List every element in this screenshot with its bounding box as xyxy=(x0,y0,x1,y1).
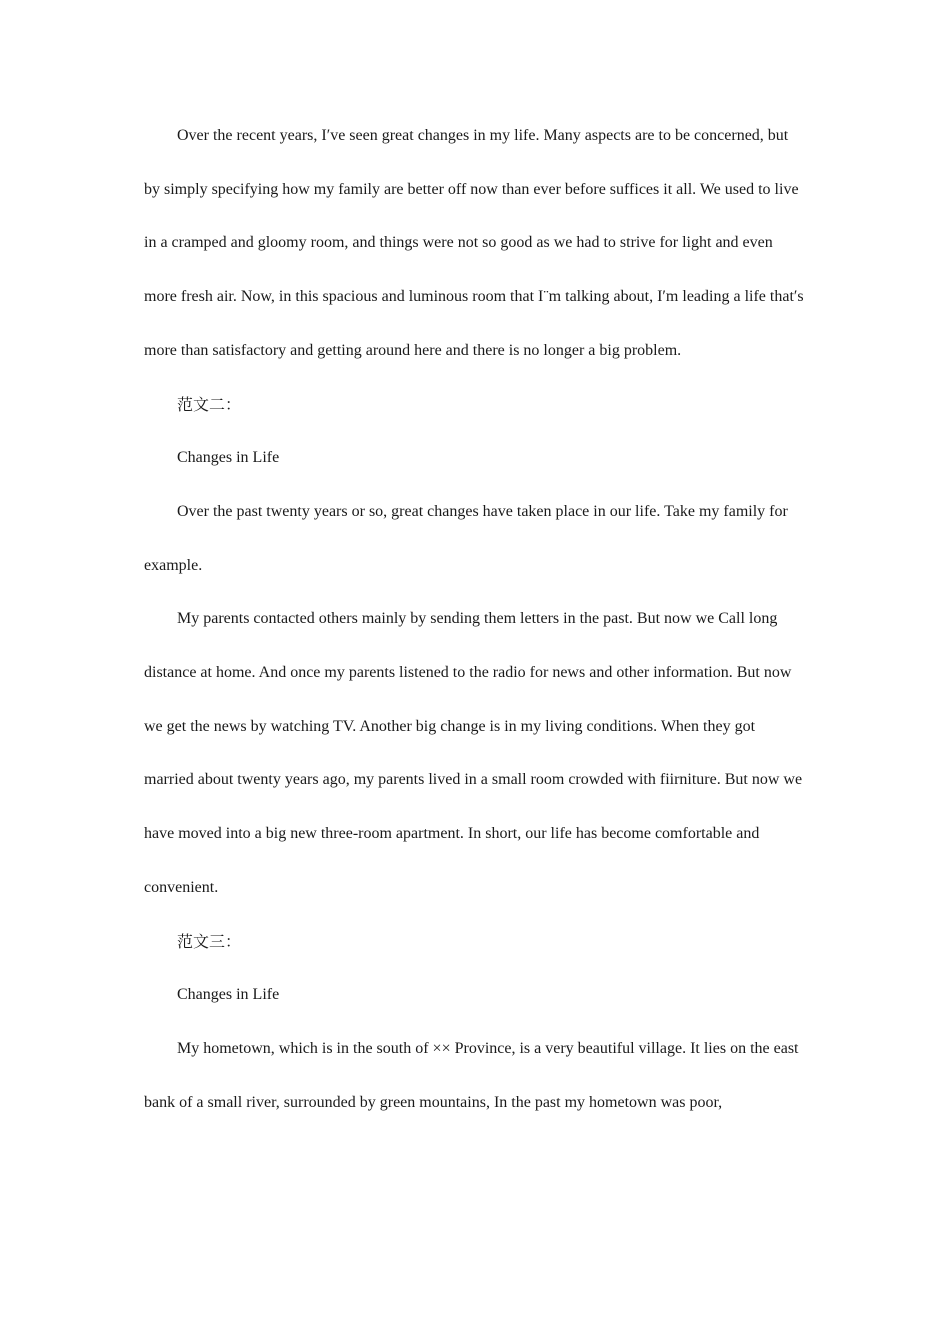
paragraph-essay-one-body: Over the recent years, I′ve seen great changes in my life. Many aspects are to be concerned, but by simply specifying how my family are better off now than ever before suffices it all. We used to live in a cramped and gloomy room, and things were not so good as we had to strive for light and even more fresh air. Now, in this spacious and luminous room that I¨m talking about, I′m leading a life that′s more than satisfactory and getting around here and there is no longer a big problem. xyxy=(144,127,804,359)
section-label-essay-three: 范文三： xyxy=(177,931,242,951)
paragraph-essay-two-body: My parents contacted others mainly by sending them letters in the past. But now we Call long distance at home. And once my parents listened to the radio for news and other information. But now we get the news by watching TV. Another big change is in my living conditions. When they got married about twenty years ago, my parents lived in a small room crowded with fiirniture. But now we have moved into a big new three-room apartment. In short, our life has become comfortable and convenient. xyxy=(144,610,803,896)
essay-three-title: Changes in Life xyxy=(177,986,280,1004)
paragraph-essay-three-body: My hometown, which is in the south of ×× Province, is a very beautiful village. It lies on the east bank of a small river, surrounded by green mountains, In the past my hometown was poor, xyxy=(144,1039,799,1111)
document-body xyxy=(144,109,808,1129)
section-label-essay-two: 范文二： xyxy=(177,394,242,414)
paragraph-essay-two-intro: Over the past twenty years or so, great changes have taken place in our life. Take my family for example. xyxy=(144,502,788,574)
essay-two-title: Changes in Life xyxy=(177,449,280,467)
